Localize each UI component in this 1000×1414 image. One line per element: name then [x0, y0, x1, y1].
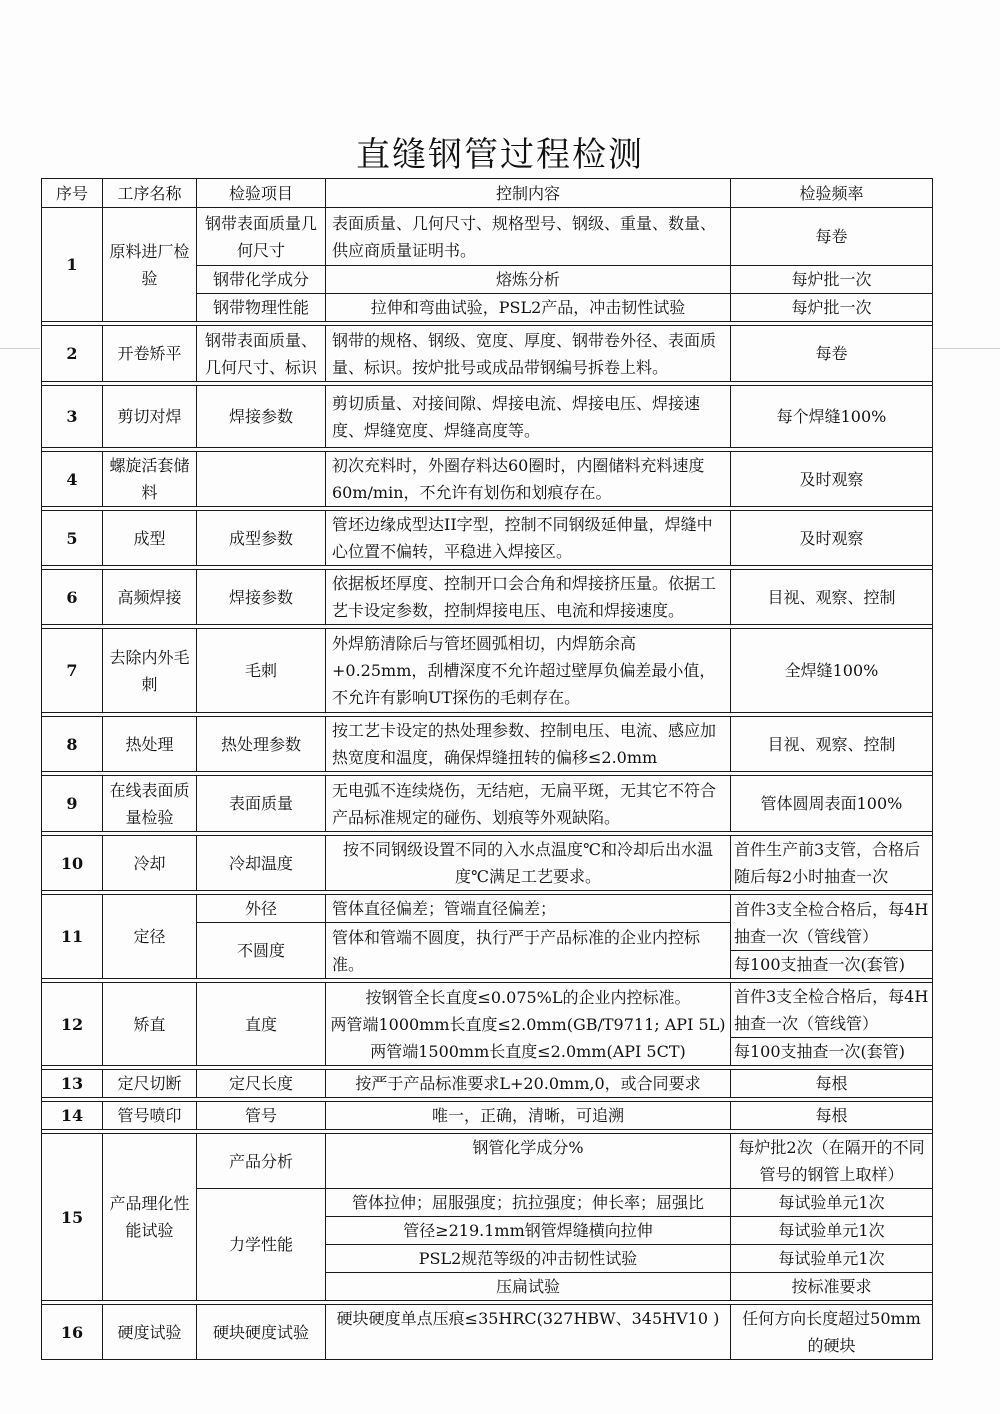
inspection-item	[197, 452, 326, 507]
inspection-item: 钢带表面质量、几何尺寸、标识	[197, 326, 326, 382]
table-row	[42, 511, 933, 566]
inspection-frequency: 目视、观察、控制	[731, 570, 933, 625]
inspection-item: 力学性能	[197, 1189, 326, 1301]
control-content: 初次充料时，外圈存料达60圈时，内圈储料充料速度60m/min，不允许有划伤和划痕存在。	[326, 452, 731, 507]
inspection-item: 定尺长度	[197, 1070, 326, 1098]
process-name: 硬度试验	[103, 1305, 197, 1360]
table-row	[42, 570, 933, 625]
process-name: 原料进厂检验	[103, 208, 197, 322]
inspection-frequency: 及时观察	[731, 452, 933, 507]
row-no: 6	[42, 570, 103, 625]
header-process: 工序名称	[103, 179, 197, 208]
row-no: 5	[42, 511, 103, 566]
inspection-item: 表面质量	[197, 776, 326, 832]
inspection-table	[41, 178, 933, 1360]
inspection-frequency: 每炉批一次	[731, 266, 933, 294]
inspection-item: 钢带化学成分	[197, 266, 326, 294]
table-row	[42, 326, 933, 382]
table-row	[42, 1102, 933, 1130]
inspection-item: 焊接参数	[197, 386, 326, 448]
control-content: 熔炼分析	[326, 266, 731, 294]
process-name: 成型	[103, 511, 197, 566]
inspection-frequency: 每试验单元1次	[731, 1189, 933, 1217]
control-content: 管体直径偏差；管端直径偏差；	[326, 895, 731, 923]
process-name: 产品理化性能试验	[103, 1134, 197, 1301]
inspection-frequency: 首件3支全检合格后，每4H抽查一次（管线管）	[731, 983, 932, 1038]
inspection-item: 管号	[197, 1102, 326, 1130]
process-name: 剪切对焊	[103, 386, 197, 448]
row-no: 2	[42, 326, 103, 382]
inspection-frequency: 每个焊缝100%	[731, 386, 933, 448]
inspection-frequency: 每100支抽查一次(套管)	[734, 954, 906, 974]
inspection-frequency: 每炉批一次	[731, 294, 933, 322]
control-content: 两管端1500mm长直度≤2.0mm(API 5CT)	[370, 1041, 686, 1061]
inspection-item: 产品分析	[197, 1134, 326, 1189]
process-name: 高频焊接	[103, 570, 197, 625]
table-row	[42, 836, 933, 891]
inspection-item: 钢带物理性能	[197, 294, 326, 322]
control-content: 外焊筋清除后与管坯圆弧相切，内焊筋余高+0.25mm，刮槽深度不允许超过壁厚负偏差最小值，不允许有影响UT探伤的毛刺存在。	[326, 629, 731, 713]
table-row	[42, 208, 933, 266]
process-name: 开卷矫平	[103, 326, 197, 382]
process-name: 管号喷印	[103, 1102, 197, 1130]
table-header-row	[42, 179, 933, 208]
row-no: 13	[42, 1070, 103, 1098]
control-content: 管体拉伸；屈服强度；抗拉强度；伸长率；屈强比	[326, 1189, 731, 1217]
process-name: 去除内外毛刺	[103, 629, 197, 713]
inspection-frequency: 每卷	[731, 326, 933, 382]
inspection-item: 硬块硬度试验	[197, 1305, 326, 1360]
inspection-item: 直度	[197, 983, 326, 1066]
table-row	[42, 895, 933, 923]
scan-artifact-line	[932, 348, 1000, 349]
row-no: 1	[42, 208, 103, 322]
control-content: 拉伸和弯曲试验，PSL2产品，冲击韧性试验	[326, 294, 731, 322]
inspection-frequency: 管体圆周表面100%	[731, 776, 933, 832]
control-content: 钢管化学成分%	[326, 1134, 731, 1189]
inspection-frequency: 任何方向长度超过50mm的硬块	[731, 1305, 933, 1360]
inspection-item: 焊接参数	[197, 570, 326, 625]
inspection-frequency: 及时观察	[731, 511, 933, 566]
inspection-item: 毛刺	[197, 629, 326, 713]
inspection-frequency: 全焊缝100%	[731, 629, 933, 713]
inspection-frequency: 目视、观察、控制	[731, 717, 933, 772]
inspection-frequency: 每试验单元1次	[731, 1217, 933, 1245]
row-no: 9	[42, 776, 103, 832]
row-no: 15	[42, 1134, 103, 1301]
table-row	[42, 386, 933, 448]
row-no: 7	[42, 629, 103, 713]
table-row	[42, 1134, 933, 1189]
page-title: 直缝钢管过程检测	[356, 134, 644, 175]
control-content: 剪切质量、对接间隙、焊接电流、焊接电压、焊接速度、焊缝宽度、焊缝高度等。	[326, 386, 731, 448]
inspection-frequency-group	[731, 983, 933, 1066]
table-row	[42, 1070, 933, 1098]
control-content: 无电弧不连续烧伤，无结疤，无扁平斑，无其它不符合产品标准规定的碰伤、划痕等外观缺陷。	[326, 776, 731, 832]
header-frequency: 检验频率	[731, 179, 933, 208]
process-name: 矫直	[103, 983, 197, 1066]
row-no: 10	[42, 836, 103, 891]
row-no: 8	[42, 717, 103, 772]
row-no: 11	[42, 895, 103, 979]
inspection-frequency: 每炉批2次（在隔开的不同管号的钢管上取样）	[731, 1134, 933, 1189]
row-no: 4	[42, 452, 103, 507]
process-name: 定尺切断	[103, 1070, 197, 1098]
control-content: 压扁试验	[326, 1273, 731, 1301]
process-name: 在线表面质量检验	[103, 776, 197, 832]
control-content: PSL2规范等级的冲击韧性试验	[326, 1245, 731, 1273]
inspection-frequency: 每试验单元1次	[731, 1245, 933, 1273]
control-content: 按严于产品标准要求L+20.0mm,0，或合同要求	[326, 1070, 731, 1098]
control-content: 唯一，正确，清晰，可追溯	[326, 1102, 731, 1130]
row-no: 16	[42, 1305, 103, 1360]
control-content: 依据板坯厚度、控制开口会合角和焊接挤压量。依据工艺卡设定参数，控制焊接电压、电流和焊接速度。	[326, 570, 731, 625]
inspection-frequency: 每根	[731, 1070, 933, 1098]
process-name: 螺旋活套储料	[103, 452, 197, 507]
table-row	[42, 776, 933, 832]
row-no: 3	[42, 386, 103, 448]
control-content-group	[326, 983, 731, 1066]
control-content: 硬块硬度单点压痕≤35HRC(327HBW、345HV10 )	[326, 1305, 731, 1360]
inspection-frequency: 按标准要求	[731, 1273, 933, 1301]
control-content: 管坯边缘成型达II字型，控制不同钢级延伸量，焊缝中心位置不偏转，平稳进入焊接区。	[326, 511, 731, 566]
header-item: 检验项目	[197, 179, 326, 208]
process-name: 热处理	[103, 717, 197, 772]
inspection-item: 钢带表面质量几何尺寸	[197, 208, 326, 266]
inspection-frequency: 每卷	[731, 208, 933, 266]
control-content: 按工艺卡设定的热处理参数、控制电压、电流、感应加热宽度和温度，确保焊缝扭转的偏移≤2.0mm	[326, 717, 731, 772]
table-row	[42, 629, 933, 713]
row-no: 14	[42, 1102, 103, 1130]
inspection-frequency: 首件3支全检合格后，每4H抽查一次（管线管）	[731, 896, 932, 951]
header-no: 序号	[42, 179, 103, 208]
control-content: 按不同钢级设置不同的入水点温度℃和冷却后出水温度℃满足工艺要求。	[326, 836, 731, 891]
inspection-frequency-group	[731, 895, 933, 979]
control-content: 两管端1000mm长直度≤2.0mm(GB/T9711; API 5L)	[330, 1014, 726, 1034]
control-content: 管径≥219.1mm钢管焊缝横向拉伸	[326, 1217, 731, 1245]
table-row	[42, 717, 933, 772]
table-row	[42, 1305, 933, 1360]
header-content: 控制内容	[326, 179, 731, 208]
control-content: 按钢管全长直度≤0.075%L的企业内控标准。	[365, 987, 691, 1007]
inspection-item: 成型参数	[197, 511, 326, 566]
control-content: 表面质量、几何尺寸、规格型号、钢级、重量、数量、供应商质量证明书。	[326, 208, 731, 266]
inspection-item: 外径	[197, 895, 326, 923]
process-name: 冷却	[103, 836, 197, 891]
inspection-item: 不圆度	[197, 923, 326, 979]
control-content: 管体和管端不圆度，执行严于产品标准的企业内控标准。	[326, 923, 731, 979]
inspection-frequency: 首件生产前3支管，合格后随后每2小时抽查一次	[731, 836, 933, 891]
scan-artifact-line	[0, 348, 40, 349]
row-no: 12	[42, 983, 103, 1066]
table-row	[42, 452, 933, 507]
inspection-item: 冷却温度	[197, 836, 326, 891]
control-content: 钢带的规格、钢级、宽度、厚度、钢带卷外径、表面质量、标识。按炉批号或成品带钢编号拆卷上料。	[326, 326, 731, 382]
inspection-frequency: 每根	[731, 1102, 933, 1130]
inspection-item: 热处理参数	[197, 717, 326, 772]
table-row	[42, 983, 933, 1066]
process-name: 定径	[103, 895, 197, 979]
inspection-frequency: 每100支抽查一次(套管)	[734, 1042, 906, 1061]
